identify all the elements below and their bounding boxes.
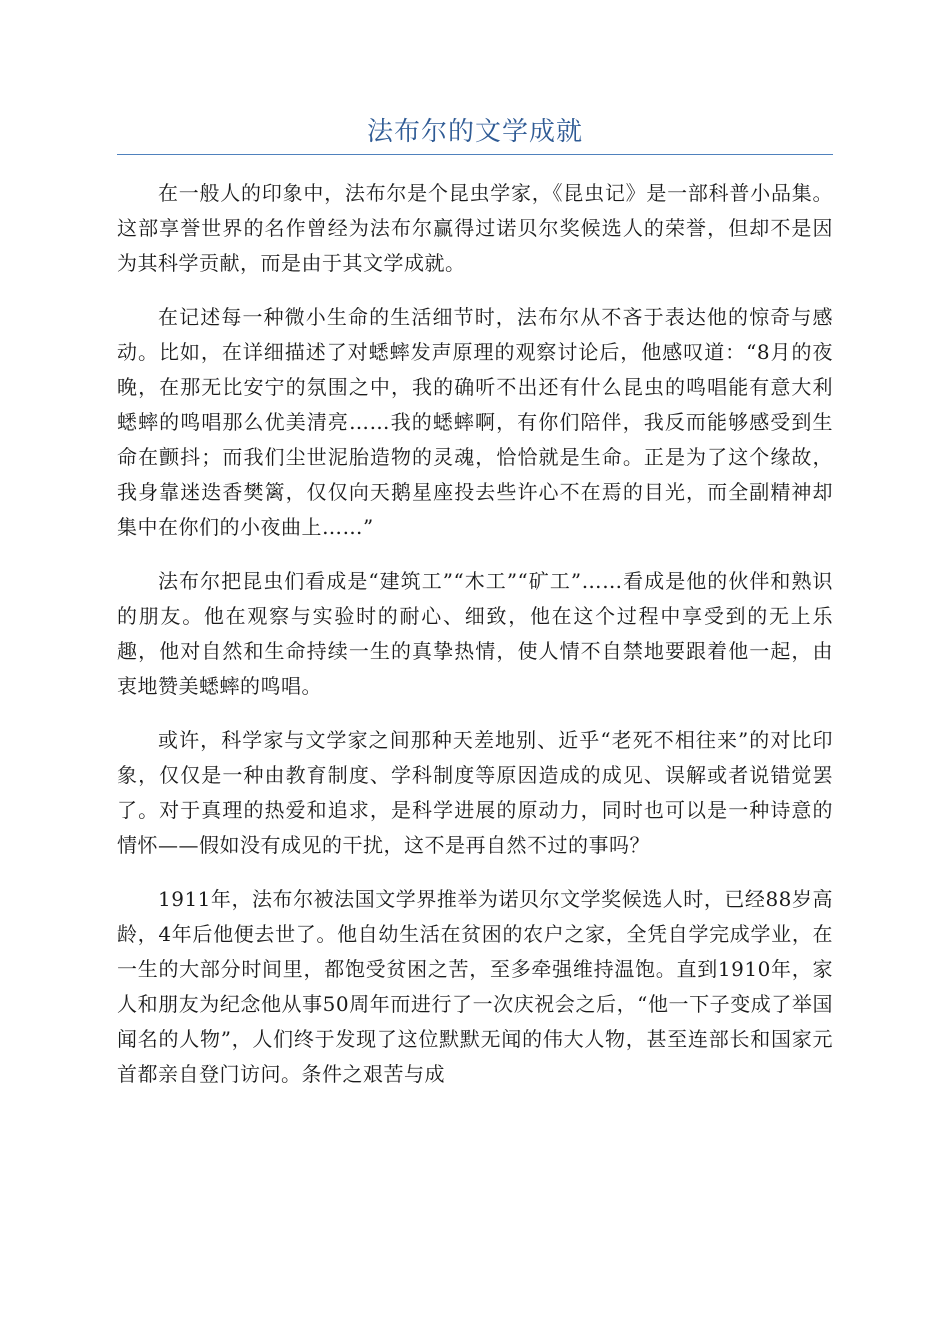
paragraph-1: 在一般人的印象中，法布尔是个昆虫学家，《昆虫记》是一部科普小品集。这部享誉世界的名作曾经为法布尔赢得过诺贝尔奖候选人的荣誉，但却不是因为其科学贡献，而是由于其文学成就。 [117,181,833,275]
paragraph-5: 1911年，法布尔被法国文学界推举为诺贝尔文学奖候选人时，已经88岁高龄，4年后他便去世了。他自幼生活在贫困的农户之家，全凭自学完成学业，在一生的大部分时间里，都饱受贫困之苦，至多牵强维持温饱。直到1910年，家人和朋友为纪念他从事50周年而进行了一次庆祝会之后，“他一下子变成了举国闻名的人物”，人们终于发现了这位默默无闻的伟大人物，甚至连部长和国家元首都亲自登门访问。条件之艰苦与成 [117,887,833,1086]
document-body [117,176,833,1111]
document-title: 法布尔的文学成就 [366,117,583,147]
paragraph-2: 在记述每一种微小生命的生活细节时，法布尔从不吝于表达他的惊奇与感动。比如，在详细描述了对蟋蟀发声原理的观察讨论后，他感叹道：“8月的夜晚，在那无比安宁的氛围之中，我的确听不出还有什么昆虫的鸣唱能有意大利蟋蟀的鸣唱那么优美清亮……我的蟋蟀啊，有你们陪伴，我反而能够感受到生命在颤抖；而我们尘世泥胎造物的灵魂，恰恰就是生命。正是为了这个缘故，我身靠迷迭香樊篱，仅仅向天鹅星座投去些许心不在焉的目光，而全副精神却集中在你们的小夜曲上……” [117,305,833,539]
title-underline [117,154,833,155]
paragraph-3: 法布尔把昆虫们看成是“建筑工”“木工”“矿工”……看成是他的伙伴和熟识的朋友。他在观察与实验时的耐心、细致，他在这个过程中享受到的无上乐趣，他对自然和生命持续一生的真挚热情，使人情不自禁地要跟着他一起，由衷地赞美蟋蟀的鸣唱。 [117,569,833,698]
paragraph-4: 或许，科学家与文学家之间那种天差地别、近乎“老死不相往来”的对比印象，仅仅是一种由教育制度、学科制度等原因造成的成见、误解或者说错觉罢了。对于真理的热爱和追求，是科学进展的原动力，同时也可以是一种诗意的情怀——假如没有成见的干扰，这不是再自然不过的事吗？ [117,728,833,857]
